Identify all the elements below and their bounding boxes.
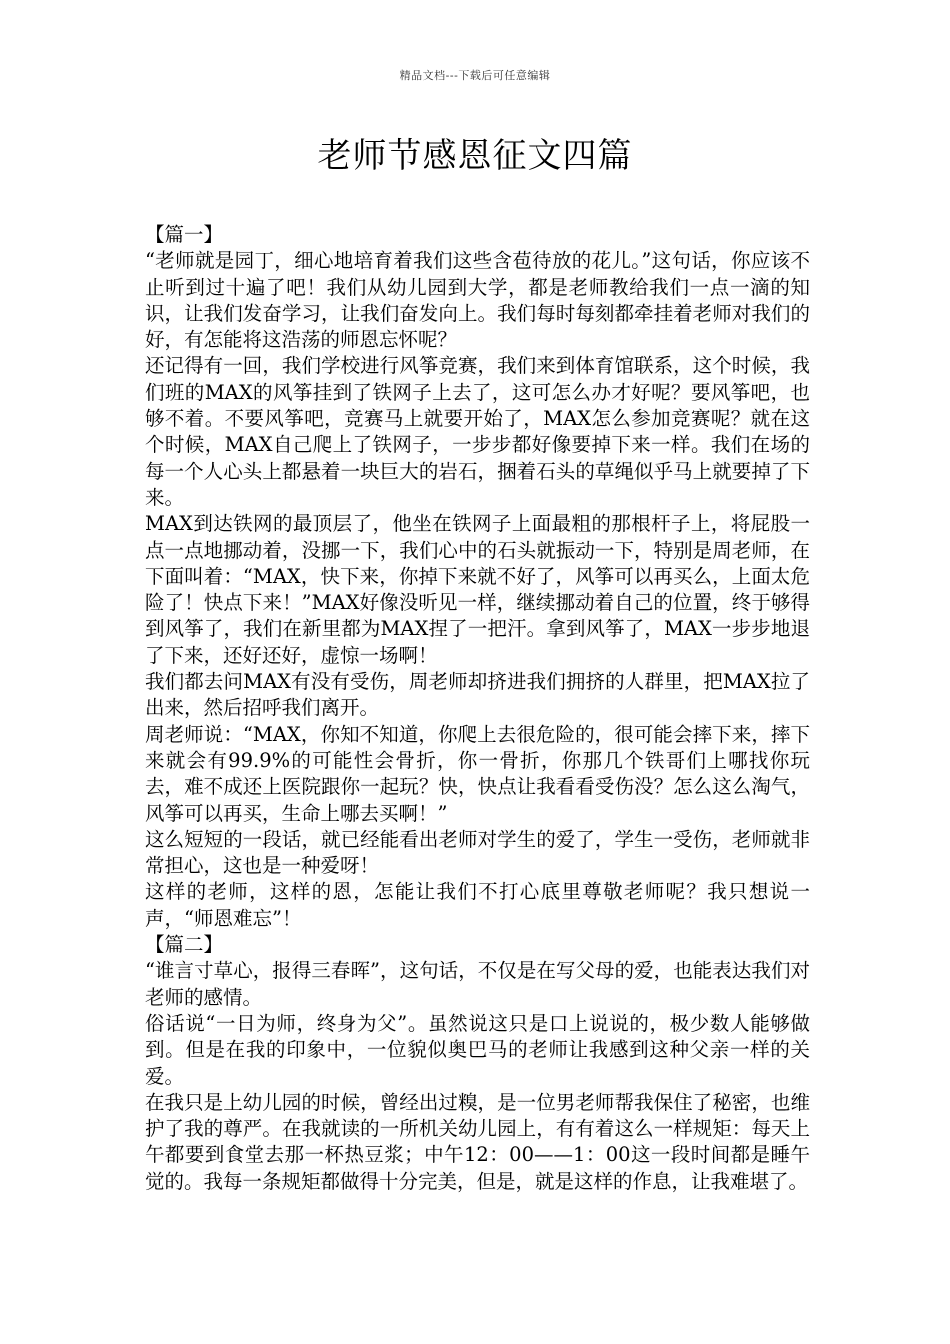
paragraph: 周老师说：“MAX，你知不知道，你爬上去很危险的，很可能会摔下来，摔下来就会有99.9%的可能性会骨折，你一骨折，你那几个铁哥们上哪找你玩去，难不成还上医院跟你一起玩？快，快点让我看看受伤没？怎么这么淘气，风筝可以再买，生命上哪去买啊！” bbox=[145, 722, 810, 825]
paragraph: 还记得有一回，我们学校进行风筝竞赛，我们来到体育馆联系，这个时候，我们班的MAX的风筝挂到了铁网子上去了，这可怎么办才好呢？要风筝吧，也够不着。不要风筝吧，竞赛马上就要开始了，MAX怎么参加竞赛呢？就在这个时候，MAX自己爬上了铁网子，一步步都好像要掉下来一样。我们在场的每一个人心头上都悬着一块巨大的岩石，捆着石头的草绳似乎马上就要掉了下来。 bbox=[145, 354, 810, 509]
section-heading: 【篇一】 bbox=[145, 223, 224, 246]
paragraph: 在我只是上幼儿园的时候，曾经出过糗，是一位男老师帮我保住了秘密，也维护了我的尊严。在我就读的一所机关幼儿园上，有有着这么一样规矩：每天上午都要到食堂去那一杯热豆浆；中午12：00——1：00这一段时间都是睡午觉的。我每一条规矩都做得十分完美，但是，就是这样的作息，让我难堪了。 bbox=[145, 1090, 810, 1193]
paragraph: “老师就是园丁，细心地培育着我们这些含苞待放的花儿。”这句话，你应该不止听到过十遍了吧！我们从幼儿园到大学，都是老师教给我们一点一滴的知识，让我们发奋学习，让我们奋发向上。我们每时每刻都牵挂着老师对我们的好，有怎能将这浩荡的师恩忘怀呢？ bbox=[145, 249, 810, 352]
header-note: 精品文档---下载后可任意编辑 bbox=[399, 69, 551, 82]
paragraph: 这么短短的一段话，就已经能看出老师对学生的爱了，学生一受伤，老师就非常担心，这也是一种爱呀！ bbox=[145, 827, 810, 878]
paragraph: 我们都去问MAX有没有受伤，周老师却挤进我们拥挤的人群里，把MAX拉了出来，然后招呼我们离开。 bbox=[145, 670, 810, 720]
section-heading: 【篇二】 bbox=[145, 933, 224, 957]
document-body bbox=[145, 222, 810, 1195]
paragraph: “谁言寸草心，报得三春晖”，这句话，不仅是在写父母的爱，也能表达我们对老师的感情。 bbox=[145, 959, 810, 1009]
paragraph: 这样的老师，这样的恩，怎能让我们不打心底里尊敬老师呢？我只想说一声，“师恩难忘”！ bbox=[145, 880, 810, 930]
document-title: 老师节感恩征文四篇 bbox=[317, 136, 633, 176]
paragraph: 俗话说“一日为师，终身为父”。虽然说这只是口上说说的，极少数人能够做到。但是在我的印象中，一位貌似奥巴马的老师让我感到这种父亲一样的关爱。 bbox=[145, 1011, 810, 1088]
paragraph: MAX到达铁网的最顶层了，他坐在铁网子上面最粗的那根杆子上，将屁股一点一点地挪动着，没挪一下，我们心中的石头就振动一下，特别是周老师，在下面叫着：“MAX，快下来，你掉下来就不好了，风筝可以再买么，上面太危险了！快点下来！”MAX好像没听见一样，继续挪动着自己的位置，终于够得到风筝了，我们在新里都为MAX捏了一把汗。拿到风筝了，MAX一步步地退了下来，还好还好，虚惊一场啊！ bbox=[145, 512, 810, 667]
